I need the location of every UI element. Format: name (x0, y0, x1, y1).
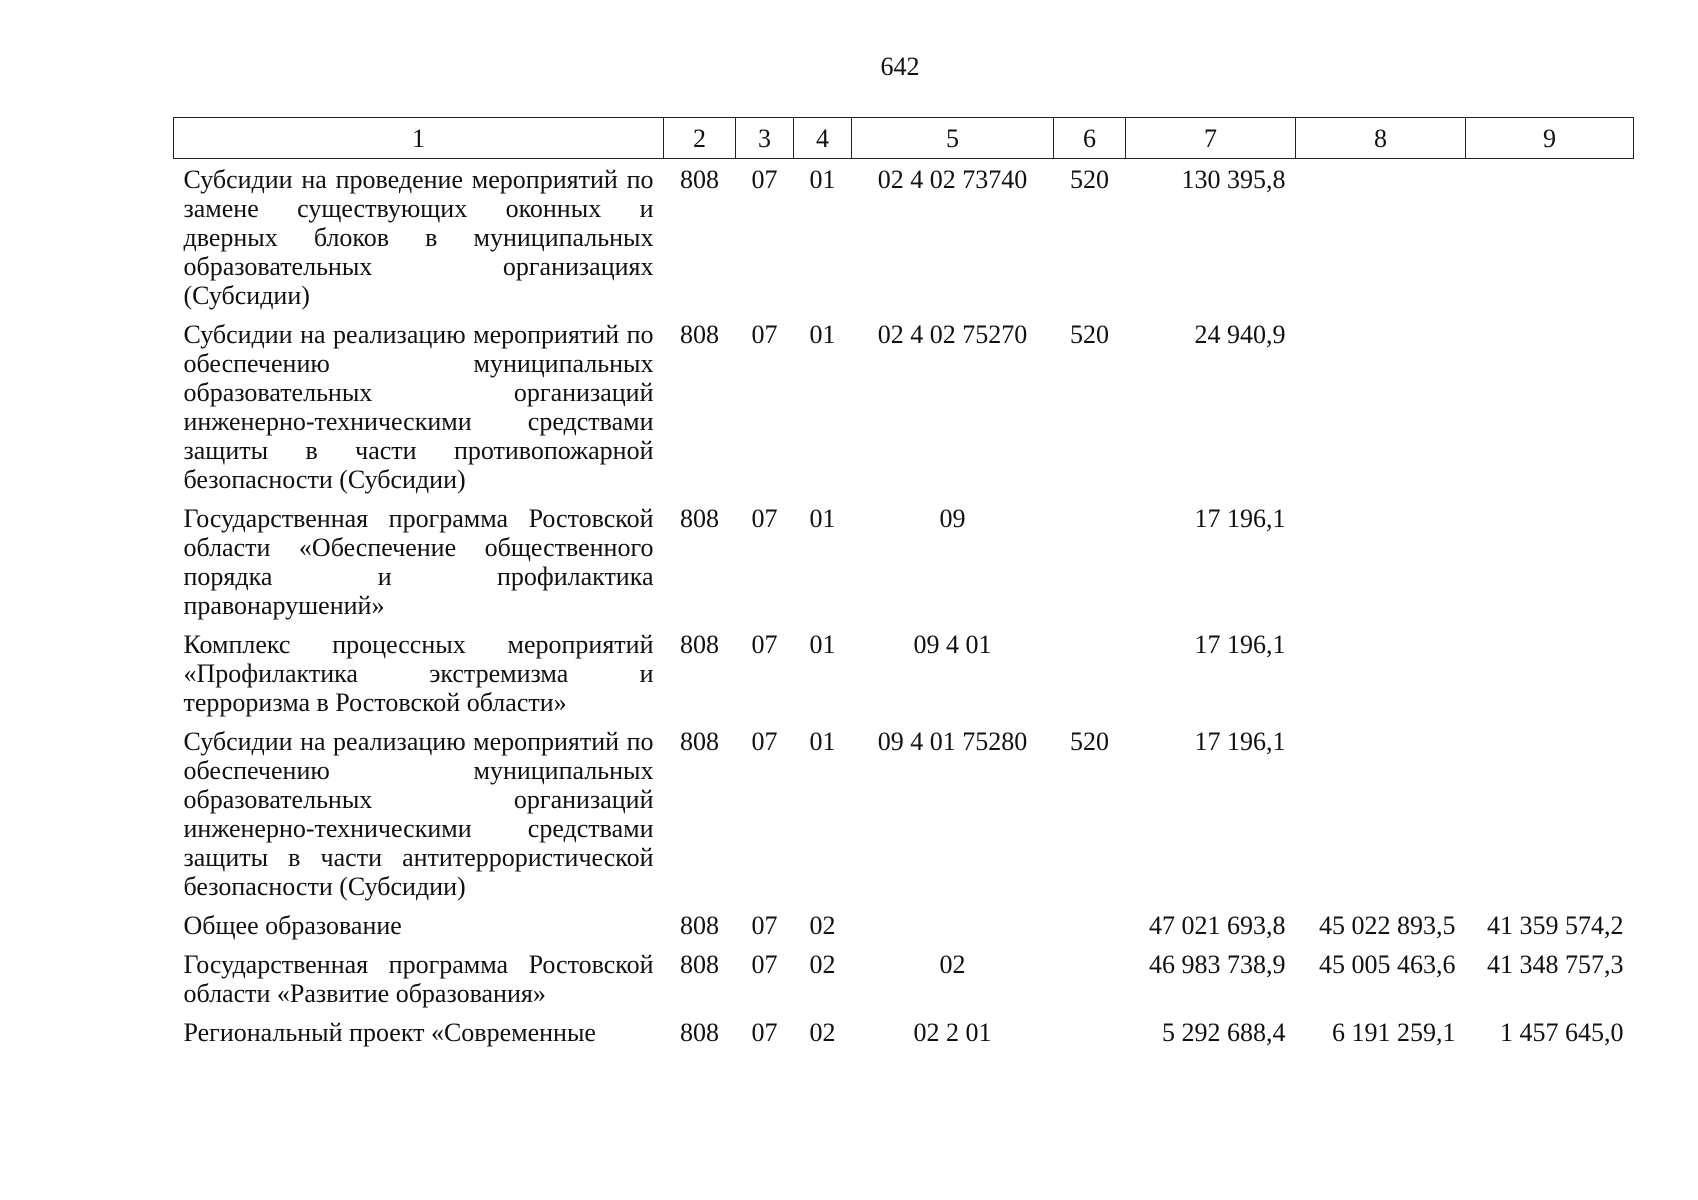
row-name: Комплекс процессных мероприятий «Профилактика экстремизма и терроризма в Ростовской области» (183, 630, 654, 717)
row-name: Государственная программа Ростовской области «Обеспечение общественного порядка и профилактика правонарушений» (183, 504, 654, 620)
row-col-2: 808 (680, 165, 719, 194)
row-col-2: 808 (680, 504, 719, 533)
row-col-2: 808 (680, 727, 719, 756)
row-col-4: 01 (809, 320, 836, 349)
row-col-2: 808 (680, 320, 719, 349)
row-col-5: 02 4 02 75270 (877, 320, 1028, 349)
row-col-5: 02 2 01 (913, 1018, 992, 1047)
row-col-3: 07 (751, 727, 778, 756)
row-col-8: 45 005 463,6 (1319, 950, 1456, 979)
row-col-6 (1054, 630, 1126, 727)
row-name: Государственная программа Ростовской области «Развитие образования» (183, 950, 654, 1008)
row-col-9: 41 348 757,3 (1487, 950, 1624, 979)
row-name: Общее образование (183, 911, 402, 940)
row-col-8 (1296, 320, 1466, 504)
row-col-7: 130 395,8 (1181, 165, 1286, 194)
table-body (174, 159, 1634, 1058)
row-col-5: 09 (939, 504, 966, 533)
row-col-9 (1466, 320, 1634, 504)
row-col-4: 02 (809, 950, 836, 979)
row-col-4: 02 (809, 911, 836, 940)
header-col-7: 7 (1126, 118, 1296, 159)
row-col-3: 07 (751, 630, 778, 659)
row-col-9 (1466, 630, 1634, 727)
row-col-5: 02 4 02 73740 (877, 165, 1028, 194)
row-col-8 (1296, 159, 1466, 321)
header-col-1: 1 (174, 118, 664, 159)
table-row (174, 320, 1634, 504)
row-col-6 (1054, 504, 1126, 630)
header-col-4: 4 (794, 118, 852, 159)
row-col-7: 46 983 738,9 (1149, 950, 1286, 979)
row-name: Региональный проект «Современные (183, 1018, 596, 1047)
table-row (174, 1018, 1634, 1057)
row-col-6: 520 (1070, 320, 1109, 349)
table-row (174, 504, 1634, 630)
row-col-9: 41 359 574,2 (1487, 911, 1624, 940)
budget-table (173, 117, 1634, 1057)
header-col-3: 3 (736, 118, 794, 159)
row-col-4: 01 (809, 504, 836, 533)
row-col-5: 09 4 01 (913, 630, 992, 659)
header-col-8: 8 (1296, 118, 1466, 159)
row-name: Субсидии на проведение мероприятий по замене существующих оконных и дверных блоков в муниципальных образовательных организациях (Субсидии) (183, 165, 654, 310)
row-col-4: 01 (809, 630, 836, 659)
row-col-5: 09 4 01 75280 (877, 727, 1028, 756)
row-col-2: 808 (680, 950, 719, 979)
row-col-6: 520 (1070, 727, 1109, 756)
row-name: Субсидии на реализацию мероприятий по обеспечению муниципальных образовательных организаций инженерно-техническими средствами защиты в части противопожарной безопасности (Субсидии) (183, 320, 654, 494)
row-col-5: 02 (939, 950, 966, 979)
row-col-3: 07 (751, 504, 778, 533)
row-col-8 (1296, 630, 1466, 727)
row-col-7: 17 196,1 (1194, 504, 1286, 533)
row-col-4: 01 (809, 165, 836, 194)
table-header-row (174, 118, 1634, 159)
header-col-2: 2 (664, 118, 736, 159)
row-col-2: 808 (680, 911, 719, 940)
table-row (174, 727, 1634, 911)
row-col-6 (1054, 1018, 1126, 1057)
table-row (174, 159, 1634, 321)
row-col-8 (1296, 727, 1466, 911)
row-col-3: 07 (751, 320, 778, 349)
row-name: Субсидии на реализацию мероприятий по обеспечению муниципальных образовательных организаций инженерно-техническими средствами защиты в части антитеррористической безопасности (Субсидии) (183, 727, 654, 901)
row-col-7: 17 196,1 (1194, 630, 1286, 659)
row-col-2: 808 (680, 1018, 719, 1047)
row-col-3: 07 (751, 165, 778, 194)
row-col-5 (852, 911, 1054, 950)
row-col-8 (1296, 504, 1466, 630)
row-col-9 (1466, 727, 1634, 911)
row-col-3: 07 (751, 950, 778, 979)
row-col-6 (1054, 950, 1126, 1018)
row-col-7: 47 021 693,8 (1149, 911, 1286, 940)
row-col-8: 6 191 259,1 (1332, 1018, 1456, 1047)
row-col-9 (1466, 159, 1634, 321)
row-col-2: 808 (680, 630, 719, 659)
row-col-3: 07 (751, 1018, 778, 1047)
row-col-7: 24 940,9 (1194, 320, 1286, 349)
row-col-3: 07 (751, 911, 778, 940)
table-row (174, 950, 1634, 1018)
row-col-8: 45 022 893,5 (1319, 911, 1456, 940)
header-col-5: 5 (852, 118, 1054, 159)
row-col-6: 520 (1070, 165, 1109, 194)
row-col-4: 01 (809, 727, 836, 756)
table-row (174, 630, 1634, 727)
header-col-9: 9 (1466, 118, 1634, 159)
page-number: 642 (880, 52, 920, 81)
header-col-6: 6 (1054, 118, 1126, 159)
row-col-6 (1054, 911, 1126, 950)
row-col-9: 1 457 645,0 (1500, 1018, 1624, 1047)
row-col-4: 02 (809, 1018, 836, 1047)
row-col-7: 17 196,1 (1194, 727, 1286, 756)
row-col-7: 5 292 688,4 (1162, 1018, 1286, 1047)
row-col-9 (1466, 504, 1634, 630)
table-row (174, 911, 1634, 950)
